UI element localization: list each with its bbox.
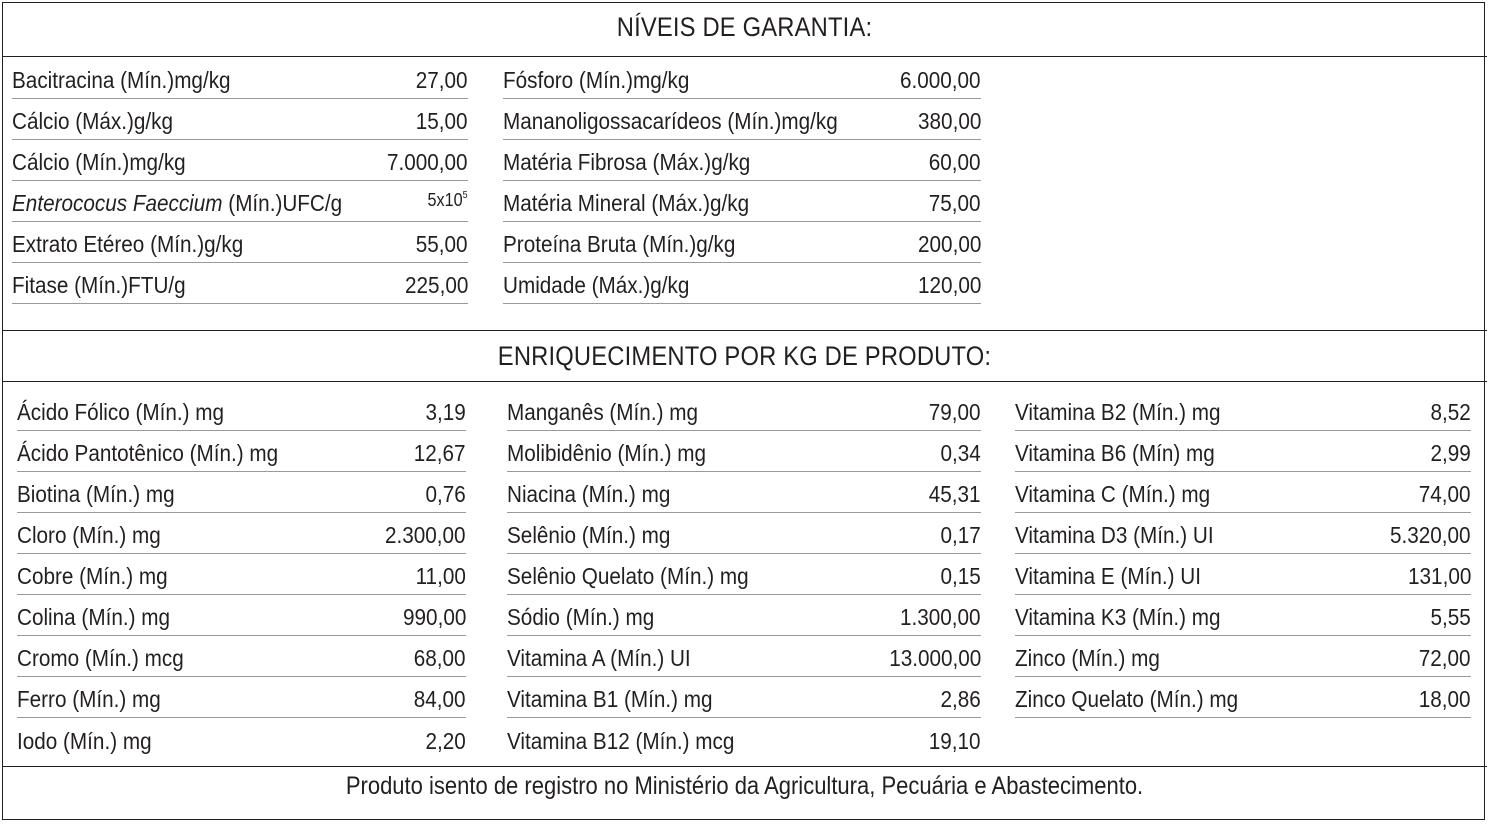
row-label: Vitamina E (Mín.) UI: [1015, 563, 1201, 589]
row-label: Cálcio (Mín.)mg/kg: [12, 149, 186, 175]
row-label: Matéria Fibrosa (Máx.)g/kg: [503, 149, 751, 175]
row-value: 0,76: [425, 481, 466, 507]
row-value: 79,00: [929, 399, 981, 425]
row-label: Selênio (Mín.) mg: [507, 522, 671, 548]
table-row: [507, 636, 981, 677]
niveis-col-2: [503, 58, 981, 304]
row-label: [12, 190, 342, 217]
table-row: [1015, 390, 1471, 431]
table-row: [17, 677, 466, 718]
table-row: [17, 636, 466, 677]
row-label: Vitamina B2 (Mín.) mg: [1015, 399, 1221, 425]
row-value: 131,00: [1407, 563, 1471, 589]
table-row: [12, 222, 468, 263]
niveis-title: NÍVEIS DE GARANTIA:: [616, 12, 873, 42]
row-label: Niacina (Mín.) mg: [507, 481, 671, 507]
row-value: 8,52: [1430, 399, 1471, 425]
row-value: 7.000,00: [387, 149, 468, 175]
row-label: Zinco Quelato (Mín.) mg: [1015, 686, 1239, 712]
table-row: [17, 472, 466, 513]
row-label: Zinco (Mín.) mg: [1015, 645, 1160, 671]
row-label: Ácido Fólico (Mín.) mg: [17, 399, 225, 425]
row-value: 75,00: [929, 190, 981, 216]
row-value: 3,19: [425, 399, 466, 425]
row-value: 1.300,00: [900, 604, 981, 630]
row-value: 11,00: [415, 563, 466, 589]
row-value: 2,99: [1430, 440, 1471, 466]
divider: [2, 330, 1487, 331]
divider: [2, 56, 1487, 57]
row-value: 60,00: [929, 149, 981, 175]
row-label: Vitamina B12 (Mín.) mcg: [507, 728, 735, 754]
table-row: [12, 263, 468, 304]
row-label-italic: Enterococus Faeccium: [12, 190, 223, 216]
divider: [2, 381, 1487, 382]
table-row: [17, 718, 466, 759]
row-value: 15,00: [416, 108, 468, 134]
row-value: 12,67: [414, 440, 466, 466]
enriquecimento-col-2: [507, 390, 981, 759]
table-row: [507, 431, 981, 472]
row-value: 200,00: [917, 231, 981, 257]
row-label: Vitamina K3 (Mín.) mg: [1015, 604, 1221, 630]
row-value: 0,15: [940, 563, 981, 589]
row-label: Ácido Pantotênico (Mín.) mg: [17, 440, 279, 466]
row-value: 27,00: [416, 67, 468, 93]
divider: [2, 766, 1487, 767]
table-row: [1015, 554, 1471, 595]
table-row: [503, 181, 981, 222]
table-row: [12, 181, 468, 222]
table-row: [507, 472, 981, 513]
row-value: 45,31: [929, 481, 981, 507]
row-label: Iodo (Mín.) mg: [17, 728, 152, 754]
row-label: Vitamina D3 (Mín.) UI: [1015, 522, 1214, 548]
row-value: 0,34: [940, 440, 981, 466]
row-value: 120,00: [917, 272, 981, 298]
row-value: 18,00: [1419, 686, 1471, 712]
row-label: Cromo (Mín.) mcg: [17, 645, 184, 671]
row-label: Bacitracina (Mín.)mg/kg: [12, 67, 231, 93]
row-value: 84,00: [414, 686, 466, 712]
table-row: [17, 513, 466, 554]
row-label: Cálcio (Máx.)g/kg: [12, 108, 174, 134]
row-label: Mananoligossacarídeos (Mín.)mg/kg: [503, 108, 838, 134]
table-row: [507, 513, 981, 554]
row-label: Cloro (Mín.) mg: [17, 522, 161, 548]
row-value: 225,00: [404, 272, 468, 298]
row-label: Vitamina C (Mín.) mg: [1015, 481, 1211, 507]
row-label: Matéria Mineral (Máx.)g/kg: [503, 190, 750, 216]
table-row: [507, 595, 981, 636]
row-label: Extrato Etéreo (Mín.)g/kg: [12, 231, 244, 257]
row-value: 72,00: [1419, 645, 1471, 671]
row-label: Vitamina B6 (Mín) mg: [1015, 440, 1215, 466]
row-value: [428, 190, 468, 211]
row-value: 380,00: [917, 108, 981, 134]
table-row: [17, 554, 466, 595]
row-value: 55,00: [416, 231, 468, 257]
table-row: [503, 222, 981, 263]
row-value: 2,20: [425, 728, 466, 754]
table-row: [12, 58, 468, 99]
row-label: Selênio Quelato (Mín.) mg: [507, 563, 749, 589]
table-row: [503, 263, 981, 304]
row-label: Vitamina B1 (Mín.) mg: [507, 686, 713, 712]
row-value-exponent: 5: [462, 190, 468, 201]
table-row: [12, 140, 468, 181]
table-row: [17, 431, 466, 472]
row-value: 19,10: [929, 728, 981, 754]
table-row: [17, 595, 466, 636]
row-label: Umidade (Máx.)g/kg: [503, 272, 690, 298]
table-row: [503, 58, 981, 99]
table-row: [1015, 595, 1471, 636]
row-label: Cobre (Mín.) mg: [17, 563, 168, 589]
row-value: 68,00: [414, 645, 466, 671]
row-value: 74,00: [1419, 481, 1471, 507]
row-label: Fitase (Mín.)FTU/g: [12, 272, 186, 298]
table-row: [503, 99, 981, 140]
row-value: 2.300,00: [385, 522, 466, 548]
row-label: Proteína Bruta (Mín.)g/kg: [503, 231, 736, 257]
row-label: Ferro (Mín.) mg: [17, 686, 161, 712]
table-row: [507, 718, 981, 759]
table-row: [507, 390, 981, 431]
row-label: Colina (Mín.) mg: [17, 604, 170, 630]
row-value-base: 5x10: [427, 190, 463, 210]
enriquecimento-title: ENRIQUECIMENTO POR KG DE PRODUTO:: [497, 341, 992, 371]
row-label: Vitamina A (Mín.) UI: [507, 645, 691, 671]
row-label: Fósforo (Mín.)mg/kg: [503, 67, 690, 93]
table-row: [507, 677, 981, 718]
row-value: 5,55: [1430, 604, 1471, 630]
table-row: [503, 140, 981, 181]
row-value: 2,86: [940, 686, 981, 712]
row-value: 13.000,00: [888, 645, 981, 671]
row-label: Molibidênio (Mín.) mg: [507, 440, 707, 466]
row-value: 0,17: [940, 522, 981, 548]
row-value: 6.000,00: [900, 67, 981, 93]
table-row: [1015, 472, 1471, 513]
row-label-rest: (Mín.)UFC/g: [222, 190, 343, 216]
enriquecimento-col-1: [17, 390, 466, 759]
row-label: Biotina (Mín.) mg: [17, 481, 175, 507]
niveis-col-1: [12, 58, 468, 304]
footer-note: Produto isento de registro no Ministério da Agricultura, Pecuária e Abastecimento.: [345, 772, 1144, 800]
row-label: Manganês (Mín.) mg: [507, 399, 698, 425]
table-row: [1015, 431, 1471, 472]
table-row: [507, 554, 981, 595]
table-row: [1015, 636, 1471, 677]
table-row: [12, 99, 468, 140]
row-value: 990,00: [402, 604, 466, 630]
table-row: [17, 390, 466, 431]
row-label: Sódio (Mín.) mg: [507, 604, 655, 630]
enriquecimento-col-3: [1015, 390, 1471, 718]
table-row: [1015, 513, 1471, 554]
row-value: 5.320,00: [1390, 522, 1471, 548]
table-row: [1015, 677, 1471, 718]
